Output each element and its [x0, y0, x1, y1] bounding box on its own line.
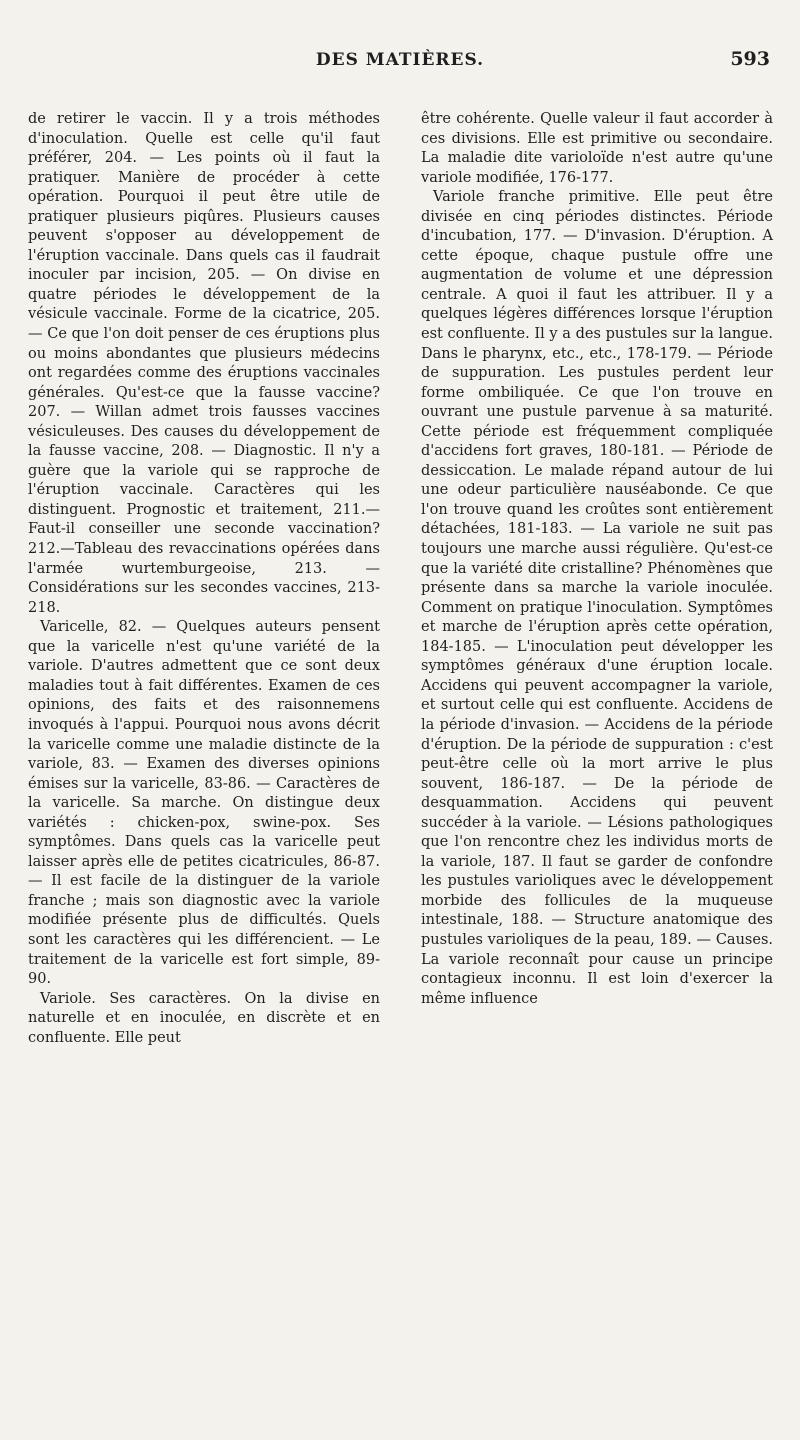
page-header	[30, 46, 770, 76]
running-title: DES MATIÈRES.	[315, 50, 485, 70]
paragraph-varicelle: Varicelle, 82. — Quelques auteurs pensent que la varicelle n'est qu'une variété de la variole. D'autres admettent que ce sont deux maladies tout à fait différentes. Examen de ces opinions, des faits et des raisonnemens invoqués à l'appui. Pourquoi nous avons décrit la varicelle comme une maladie distincte de la variole, 83. — Examen des diverses opinions émises sur la varicelle, 83-86. — Caractères de la varicelle. Sa marche. On distingue deux variétés : chicken-pox, swine-pox. Ses symptômes. Dans quels cas la varicelle peut laisser après elle de petites cicatricules, 86-87. — Il est facile de la distinguer de la variole franche ; mais son diagnostic avec la variole modifiée présente plus de difficultés. Quels sont les caractères qui les différencient. — Le traitement de la varicelle est fort simple, 89-90.	[28, 619, 380, 988]
left-column	[28, 110, 380, 1048]
paragraph-variole-continued: être cohérente. Quelle valeur il faut accorder à ces divisions. Elle est primitive ou secondaire. La maladie dite varioloïde n'est autre qu'une variole modifiée, 176-177.	[421, 111, 773, 186]
page-number: 593	[730, 48, 770, 70]
paragraph-vaccine-continued: de retirer le vaccin. Il y a trois méthodes d'inoculation. Quelle est celle qu'il faut préférer, 204. — Les points où il faut la pratiquer. Manière de procéder à cette opération. Pourquoi il peut être utile de pratiquer plusieurs piqûres. Plusieurs causes peuvent s'opposer au développement de l'éruption vaccinale. Dans quels cas il faudrait inoculer par incision, 205. — On divise en quatre périodes le développement de la vésicule vaccinale. Forme de la cicatrice, 205. — Ce que l'on doit penser de ces éruptions plus ou moins abondantes que plusieurs médecins ont regardées comme des éruptions vaccinales générales. Qu'est-ce que la fausse vaccine? 207. — Willan admet trois fausses vaccines vésiculeuses. Des causes du développement de la fausse vaccine, 208. — Diagnostic. Il n'y a guère que la variole qui se rapproche de l'éruption vaccinale. Caractères qui les distinguent. Prognostic et traitement, 211.—Faut-il conseiller une seconde vaccination? 212.—Tableau des revaccinations opérées dans l'armée wurtemburgeoise, 213. — Considérations sur les secondes vaccines, 213-218.	[28, 111, 380, 616]
paragraph-variole-franche: Variole franche primitive. Elle peut être divisée en cinq périodes distinctes. Période d'incubation, 177. — D'invasion. D'éruption. A cette époque, chaque pustule offre une augmentation de volume et une dépression centrale. A quoi il faut les attribuer. Il y a quelques légères différences lorsque l'éruption est confluente. Il y a des pustules sur la langue. Dans le pharynx, etc., etc., 178-179. — Période de suppuration. Les pustules perdent leur forme ombiliquée. Ce que l'on trouve en ouvrant une pustule parvenue à sa maturité. Cette période est fréquemment compliquée d'accidens fort graves, 180-181. — Période de dessiccation. Le malade répand autour de lui une odeur particulière nauséabonde. Ce que l'on trouve quand les croûtes sont entièrement détachées, 181-183. — La variole ne suit pas toujours une marche aussi régulière. Qu'est-ce que la variété dite cristalline? Phénomènes que présente dans sa marche la variole inoculée. Comment on pratique l'inoculation. Symptômes et marche de l'éruption après cette opération, 184-185. — L'inoculation peut développer les symptômes généraux d'une éruption locale. Accidens qui peuvent accompagner la variole, et surtout celle qui est confluente. Accidens de la période d'invasion. — Accidens de la période d'éruption. De la période de suppuration : c'est peut-être celle où la mort arrive le plus souvent, 186-187. — De la période de desquammation. Accidens qui peuvent succéder à la variole. — Lésions pathologiques que l'on rencontre chez les individus morts de la variole, 187. Il faut se garder de confondre les pustules varioliques avec le développement morbide des follicules de la muqueuse intestinale, 188. — Structure anatomique des pustules varioliques de la peau, 189. — Causes. La variole reconnaît pour cause un principe contagieux inconnu. Il est loin d'exercer la même influence	[421, 189, 773, 1007]
right-column	[421, 110, 773, 1009]
paragraph-variole: Variole. Ses caractères. On la divise en naturelle et en inoculée, en discrète et en confluente. Elle peut	[28, 990, 380, 1046]
